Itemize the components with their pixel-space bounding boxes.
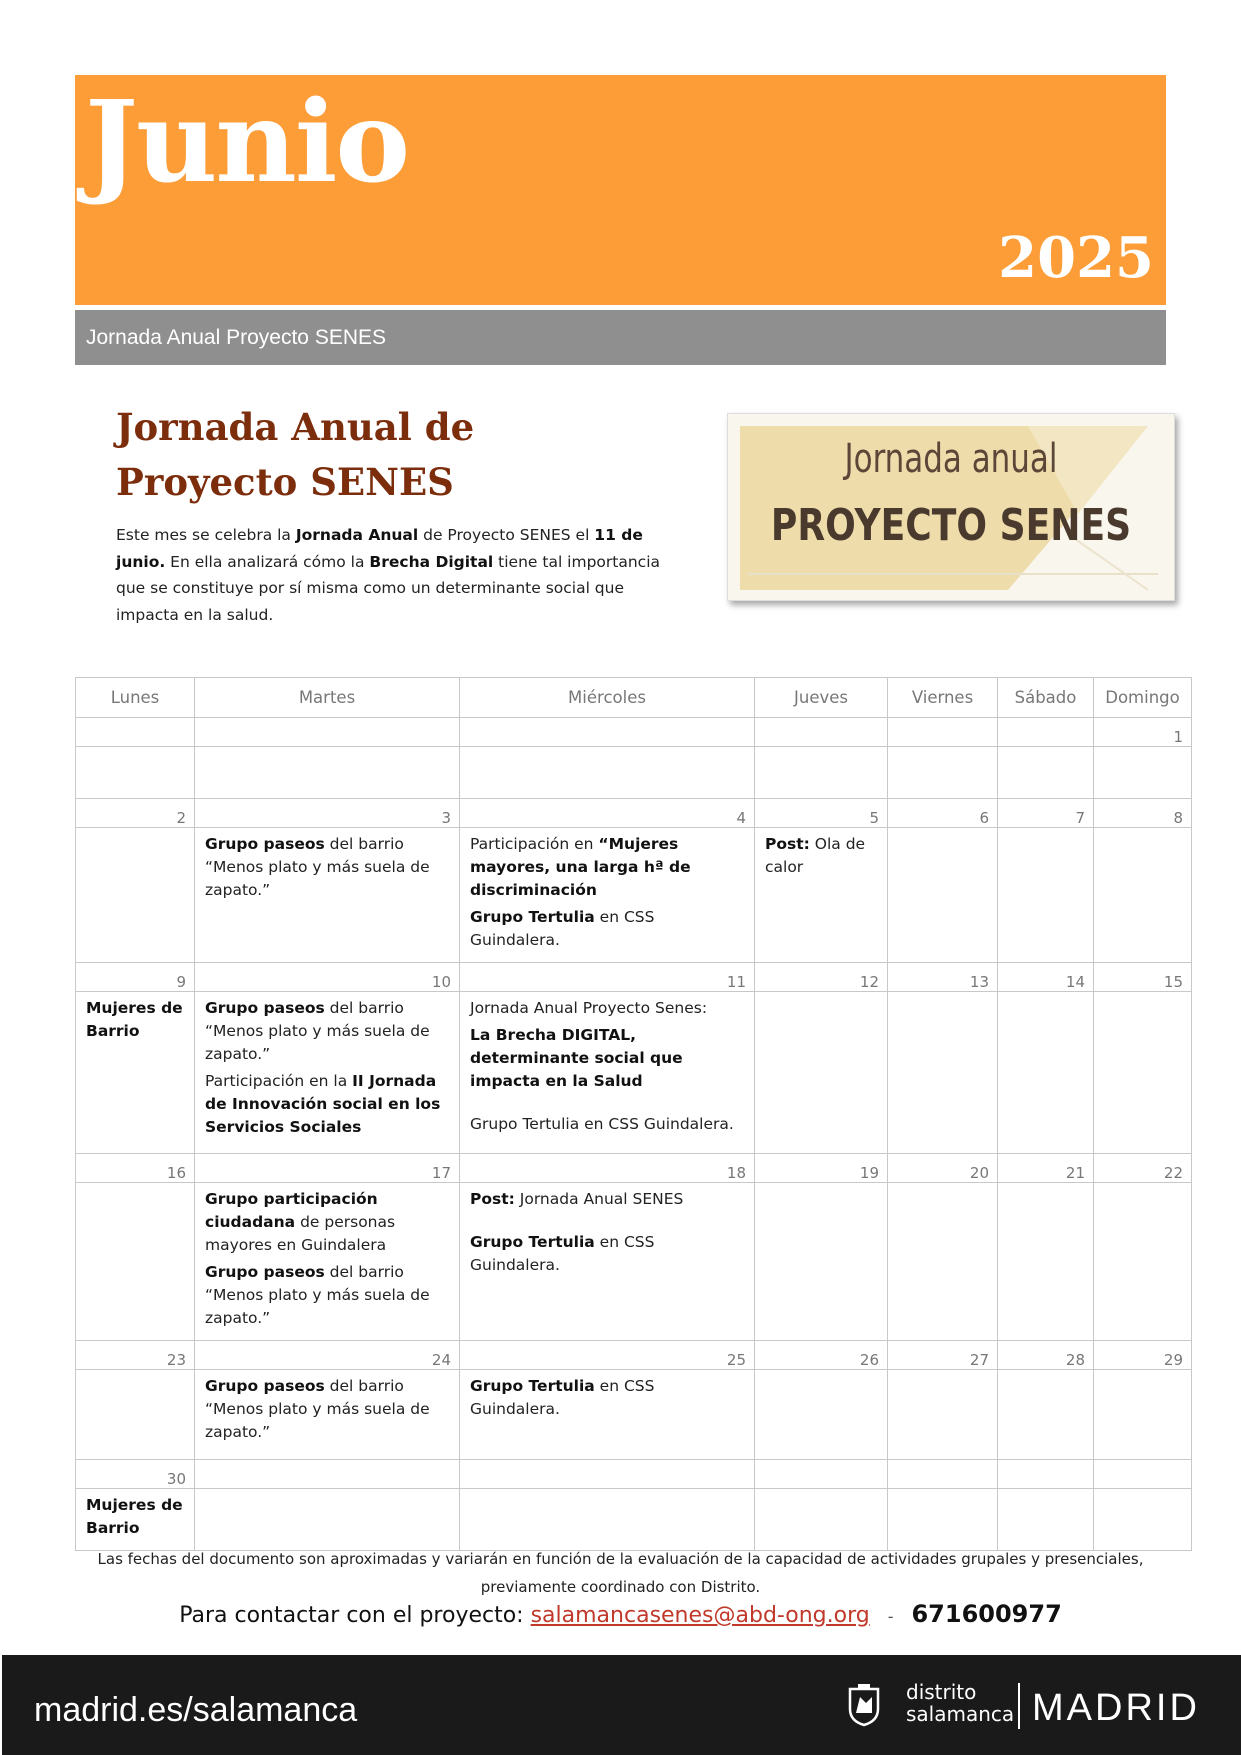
day-number	[998, 718, 1094, 747]
event-bold: Grupo Tertulia	[470, 1233, 595, 1251]
event-text: Participación en la	[205, 1072, 353, 1090]
day-cell	[1094, 1489, 1192, 1551]
heading-line-1: Jornada Anual de	[116, 405, 475, 449]
event-bold: Mujeres de Barrio	[86, 1496, 183, 1537]
day-number: 17	[195, 1154, 460, 1183]
day-cell	[998, 1370, 1094, 1460]
day-cell	[998, 747, 1094, 799]
day-cell	[755, 1370, 888, 1460]
intro-bold: Brecha Digital	[369, 552, 494, 571]
year-title: 2025	[998, 225, 1154, 291]
footer-bar	[2, 1655, 1241, 1755]
day-number	[755, 718, 888, 747]
week-content-row	[76, 1183, 1192, 1341]
day-cell	[1094, 992, 1192, 1154]
event-entry	[205, 833, 451, 902]
event-entry	[470, 1375, 746, 1421]
subtitle-bar	[75, 310, 1166, 365]
district-line-1: distrito	[906, 1680, 977, 1704]
event-text: del barrio “Menos plato y más suela de zapato.”	[205, 1263, 430, 1327]
day-cell	[755, 992, 888, 1154]
day-number: 11	[460, 963, 755, 992]
disclaimer-line: Las fechas del documento son aproximadas y variarán en función de la evaluación de la capacidad de actividades grupales y presenciales,	[97, 1550, 1144, 1568]
day-cell	[76, 1370, 195, 1460]
week-number-row	[76, 1154, 1192, 1183]
event-entry: Grupo Tertulia en CSS Guindalera.	[470, 1115, 734, 1133]
weekday-header: Viernes	[888, 678, 998, 718]
day-cell	[755, 1489, 888, 1551]
day-cell	[76, 1489, 195, 1551]
day-number	[460, 718, 755, 747]
event-bold: “Mujeres mayores, una larga hª de discriminación	[470, 835, 691, 899]
month-title: Junio	[85, 77, 409, 208]
day-number: 2	[76, 799, 195, 828]
event-entry	[470, 1231, 746, 1277]
day-cell	[755, 747, 888, 799]
day-cell	[460, 747, 755, 799]
event-bold: Mujeres de Barrio	[86, 999, 183, 1040]
contact-label: Para contactar con el proyecto:	[179, 1603, 531, 1628]
footer-divider	[1018, 1683, 1020, 1729]
day-cell	[1094, 828, 1192, 963]
day-number: 9	[76, 963, 195, 992]
day-cell	[888, 1183, 998, 1341]
week-number-row	[76, 718, 1192, 747]
event-bold: II Jornada de Innovación social en los Servicios Sociales	[205, 1072, 441, 1136]
subtitle-text: Jornada Anual Proyecto SENES	[86, 326, 387, 349]
day-number	[888, 1460, 998, 1489]
day-number: 21	[998, 1154, 1094, 1183]
intro-text: tiene tal importancia que se constituye por sí misma como un determinante social que impacta en la salud.	[116, 552, 661, 624]
week-content-row	[76, 992, 1192, 1154]
day-number	[1094, 1460, 1192, 1489]
weekday-header: Lunes	[76, 678, 195, 718]
day-number: 29	[1094, 1341, 1192, 1370]
day-cell	[1094, 1183, 1192, 1341]
event-text: Jornada Anual SENES	[514, 1190, 684, 1208]
event-bold: Grupo paseos	[205, 835, 325, 853]
day-cell	[460, 1489, 755, 1551]
week-number-row	[76, 963, 1192, 992]
day-number	[755, 1460, 888, 1489]
event-entry	[205, 1188, 451, 1257]
day-number: 3	[195, 799, 460, 828]
day-number: 6	[888, 799, 998, 828]
event-bold: Grupo Tertulia	[470, 1377, 595, 1395]
madrid-shield-icon	[842, 1683, 886, 1727]
day-cell	[888, 828, 998, 963]
week-number-row	[76, 1341, 1192, 1370]
contact-line	[75, 1600, 1166, 1628]
event-bold: Post:	[470, 1190, 515, 1208]
week-number-row	[76, 1460, 1192, 1489]
jornada-logo-image	[727, 413, 1175, 601]
disclaimer-line: previamente coordinado con Distrito.	[480, 1578, 761, 1596]
footer-district-label	[906, 1681, 1014, 1725]
event-bold: Grupo Tertulia	[470, 908, 595, 926]
day-cell	[76, 828, 195, 963]
intro-bold: 11 de junio.	[116, 526, 643, 571]
day-cell	[76, 747, 195, 799]
event-text: Ola de calor	[765, 835, 866, 876]
weekday-header: Domingo	[1094, 678, 1192, 718]
day-number: 7	[998, 799, 1094, 828]
weekday-header-row	[76, 678, 1192, 718]
footer-site-url[interactable]: madrid.es/salamanca	[34, 1691, 358, 1729]
day-number: 19	[755, 1154, 888, 1183]
weekday-header: Jueves	[755, 678, 888, 718]
logo-line-1: Jornada anual	[844, 436, 1058, 482]
intro-text: En ella analizará cómo la	[165, 552, 370, 571]
week-content-row	[76, 1370, 1192, 1460]
contact-separator: -	[887, 1607, 894, 1626]
intro-bold: Jornada Anual	[295, 526, 419, 544]
disclaimer-note	[75, 1545, 1166, 1601]
event-entry	[765, 833, 879, 879]
event-text: de personas mayores en Guindalera	[205, 1213, 396, 1254]
weekday-header: Miércoles	[460, 678, 755, 718]
event-bold: Grupo paseos	[205, 999, 325, 1017]
day-number	[76, 718, 195, 747]
day-number: 28	[998, 1341, 1094, 1370]
day-cell	[76, 1183, 195, 1341]
day-number: 20	[888, 1154, 998, 1183]
day-number: 12	[755, 963, 888, 992]
day-cell	[195, 1370, 460, 1460]
event-entry	[470, 1188, 746, 1211]
day-number: 25	[460, 1341, 755, 1370]
logo-line-2: PROYECTO SENES	[770, 500, 1132, 551]
day-cell	[1094, 1370, 1192, 1460]
day-cell	[888, 1370, 998, 1460]
event-entry	[86, 997, 186, 1043]
intro-text: de Proyecto SENES el	[418, 526, 595, 544]
day-number: 8	[1094, 799, 1192, 828]
day-cell	[460, 1370, 755, 1460]
day-cell	[195, 747, 460, 799]
day-cell	[460, 828, 755, 963]
day-number: 22	[1094, 1154, 1192, 1183]
day-number	[460, 1460, 755, 1489]
day-cell	[755, 828, 888, 963]
day-cell	[195, 1489, 460, 1551]
event-text: en CSS Guindalera.	[470, 908, 655, 949]
event-bold: La Brecha DIGITAL, determinante social que impacta en la Salud	[470, 1026, 683, 1090]
day-cell	[195, 828, 460, 963]
day-number	[888, 718, 998, 747]
event-entry	[470, 1024, 746, 1093]
event-text: en CSS Guindalera.	[470, 1377, 655, 1418]
event-entry	[205, 997, 451, 1066]
week-content-row	[76, 1489, 1192, 1551]
calendar-table	[75, 677, 1192, 1551]
footer-madrid-logo: MADRID	[1032, 1687, 1200, 1729]
week-number-row	[76, 799, 1192, 828]
day-number: 13	[888, 963, 998, 992]
event-entry	[205, 1070, 451, 1139]
day-cell	[888, 1489, 998, 1551]
day-number: 27	[888, 1341, 998, 1370]
event-text: en CSS Guindalera.	[470, 1233, 655, 1274]
contact-phone: 671600977	[911, 1600, 1062, 1628]
event-bold: Grupo paseos	[205, 1377, 325, 1395]
intro-text: Este mes se celebra la	[116, 526, 296, 544]
day-number: 5	[755, 799, 888, 828]
day-number: 10	[195, 963, 460, 992]
district-line-2: salamanca	[906, 1702, 1015, 1726]
event-entry	[470, 906, 746, 952]
day-cell	[755, 1183, 888, 1341]
day-cell	[998, 1489, 1094, 1551]
event-text: del barrio “Menos plato y más suela de zapato.”	[205, 999, 430, 1063]
event-bold: Grupo paseos	[205, 1263, 325, 1281]
week-content-row	[76, 828, 1192, 963]
day-number: 30	[76, 1460, 195, 1489]
event-entry: Jornada Anual Proyecto Senes:	[470, 999, 708, 1017]
event-text: del barrio “Menos plato y más suela de zapato.”	[205, 835, 430, 899]
event-text: Participación en	[470, 835, 599, 853]
day-number	[195, 1460, 460, 1489]
event-entry	[470, 833, 746, 902]
day-number: 15	[1094, 963, 1192, 992]
day-cell	[1094, 747, 1192, 799]
section-heading	[116, 400, 576, 510]
month-banner	[75, 75, 1166, 305]
event-text: del barrio “Menos plato y más suela de zapato.”	[205, 1377, 430, 1441]
day-cell	[998, 1183, 1094, 1341]
event-bold: Grupo participación ciudadana	[205, 1190, 378, 1231]
day-cell	[195, 992, 460, 1154]
day-cell	[888, 992, 998, 1154]
day-number: 24	[195, 1341, 460, 1370]
contact-email-link[interactable]: salamancasenes@abd-ong.org	[530, 1603, 870, 1628]
day-number: 23	[76, 1341, 195, 1370]
intro-paragraph	[116, 522, 676, 628]
day-cell	[998, 828, 1094, 963]
weekday-header: Martes	[195, 678, 460, 718]
day-number	[998, 1460, 1094, 1489]
day-cell	[195, 1183, 460, 1341]
event-entry	[205, 1375, 451, 1444]
event-entry	[86, 1494, 186, 1540]
event-bold: Post:	[765, 835, 810, 853]
day-number: 16	[76, 1154, 195, 1183]
day-number: 14	[998, 963, 1094, 992]
week-content-row	[76, 747, 1192, 799]
heading-line-2: Proyecto SENES	[116, 460, 454, 504]
day-number: 18	[460, 1154, 755, 1183]
day-number: 4	[460, 799, 755, 828]
weekday-header: Sábado	[998, 678, 1094, 718]
day-number: 26	[755, 1341, 888, 1370]
day-cell	[460, 1183, 755, 1341]
event-entry	[205, 1261, 451, 1330]
day-number	[195, 718, 460, 747]
day-cell	[76, 992, 195, 1154]
day-number: 1	[1094, 718, 1192, 747]
day-cell	[460, 992, 755, 1154]
day-cell	[998, 992, 1094, 1154]
day-cell	[888, 747, 998, 799]
